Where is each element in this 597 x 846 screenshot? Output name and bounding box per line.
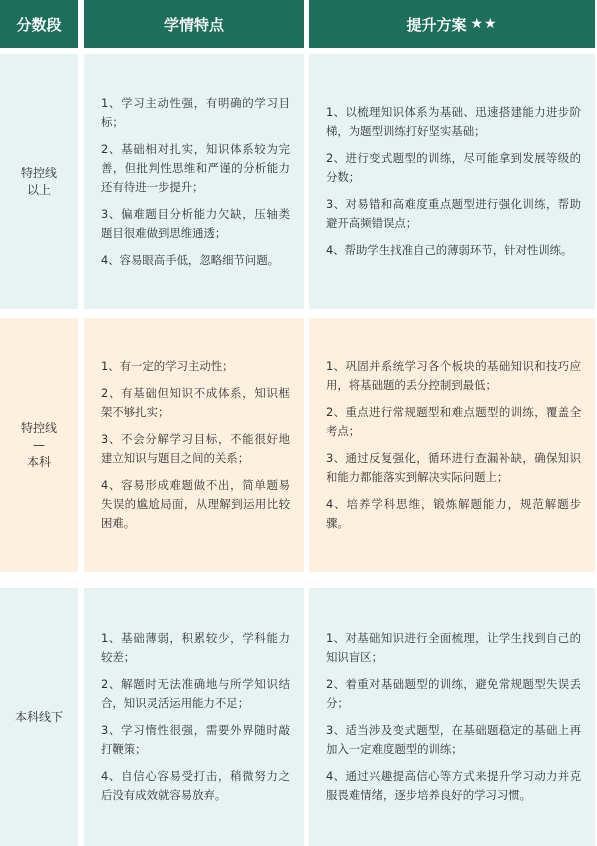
plan-item: 2、着重对基础题型的训练，避免常规题型失误丢分；	[326, 677, 581, 710]
row1-score-range	[0, 54, 78, 309]
row3-features	[84, 588, 304, 846]
feature-item: 1、学习主动性强，有明确的学习目标；	[101, 95, 290, 129]
header-plans-label: 提升方案	[406, 15, 467, 34]
plan-item: 4、帮助学生找准自己的薄弱环节，针对性训练。	[326, 243, 573, 257]
row1-level-line: 以上	[26, 182, 51, 197]
plan-item: 1、以梳理知识体系为基础、迅速搭建能力进步阶梯，为题型训练打好坚实基础；	[326, 105, 581, 138]
plan-item: 2、重点进行常规题型和难点题型的训练，覆盖全考点；	[326, 405, 581, 438]
plan-item: 3、通过反复强化，循环进行查漏补缺，确保知识和能力都能落实到解决实际问题上；	[326, 451, 581, 484]
row3-level-line: 本科线下	[14, 709, 63, 724]
plan-item: 1、对基础知识进行全面梳理，让学生找到自己的知识盲区；	[326, 631, 581, 664]
feature-item: 1、基础薄弱，积累较少，学科能力较差；	[101, 631, 290, 664]
feature-item: 2、基础相对扎实，知识体系较为完善，但批判性思维和严谨的分析能力还有待进一步提升；	[101, 141, 290, 194]
feature-item: 4、自信心容易受打击，稍微努力之后没有成效就容易放弃。	[101, 769, 290, 802]
plan-item: 4、培养学科思维，锻炼解题能力，规范解题步骤。	[326, 497, 581, 530]
feature-item: 4、容易形成难题做不出，简单题易失误的尴尬局面，从理解到运用比较困难。	[101, 478, 290, 530]
feature-item: 3、不会分解学习目标，不能很好地建立知识与题目之间的关系；	[101, 432, 290, 465]
feature-item: 3、偏难题目分析能力欠缺，压轴类题目很难做到思维通透；	[101, 206, 290, 240]
row3-plans	[309, 588, 595, 846]
feature-item: 3、学习惰性很强，需要外界随时敲打鞭策；	[101, 723, 290, 756]
header-features-label: 学情特点	[163, 15, 224, 34]
feature-item: 4、容易眼高手低，忽略细节问题。	[101, 252, 280, 267]
header-score-range-label: 分数段	[16, 15, 62, 34]
row2-plans	[309, 318, 595, 572]
row2-level-line: 本科	[26, 454, 51, 469]
feature-item: 1、有一定的学习主动性；	[101, 359, 234, 373]
plan-item: 4、通过兴趣提高信心等方式来提升学习动力并克服畏难情绪，逐步培养良好的学习习惯。	[326, 769, 581, 802]
header-features	[84, 0, 304, 48]
star-rating-icon: ★★	[470, 16, 498, 32]
row1-features	[84, 54, 304, 309]
plan-item: 1、巩固并系统学习各个板块的基础知识和技巧应用，将基础题的丢分控制到最低；	[326, 359, 581, 392]
row2-score-range	[0, 318, 78, 572]
feature-item: 2、解题时无法准确地与所学知识结合，知识灵活运用能力不足；	[101, 677, 290, 710]
plan-item: 3、适当涉及变式题型，在基础题稳定的基础上再加入一定难度题型的训练；	[326, 723, 581, 756]
plan-item: 2、进行变式题型的训练，尽可能拿到发展等级的分数；	[326, 151, 581, 184]
row1-level-line: 特控线	[20, 165, 57, 180]
row2-level-line: —	[33, 437, 45, 452]
feature-item: 2、有基础但知识不成体系，知识框架不够扎实；	[101, 386, 290, 419]
row2-level-line: 特控线	[20, 420, 57, 435]
plan-item: 3、对易错和高难度重点题型进行强化训练，帮助避开高频错误点；	[326, 197, 581, 230]
row3-score-range	[0, 588, 78, 846]
header-plans	[309, 0, 595, 48]
header-score-range	[0, 0, 78, 48]
row2-features	[84, 318, 304, 572]
row1-plans	[309, 54, 595, 309]
